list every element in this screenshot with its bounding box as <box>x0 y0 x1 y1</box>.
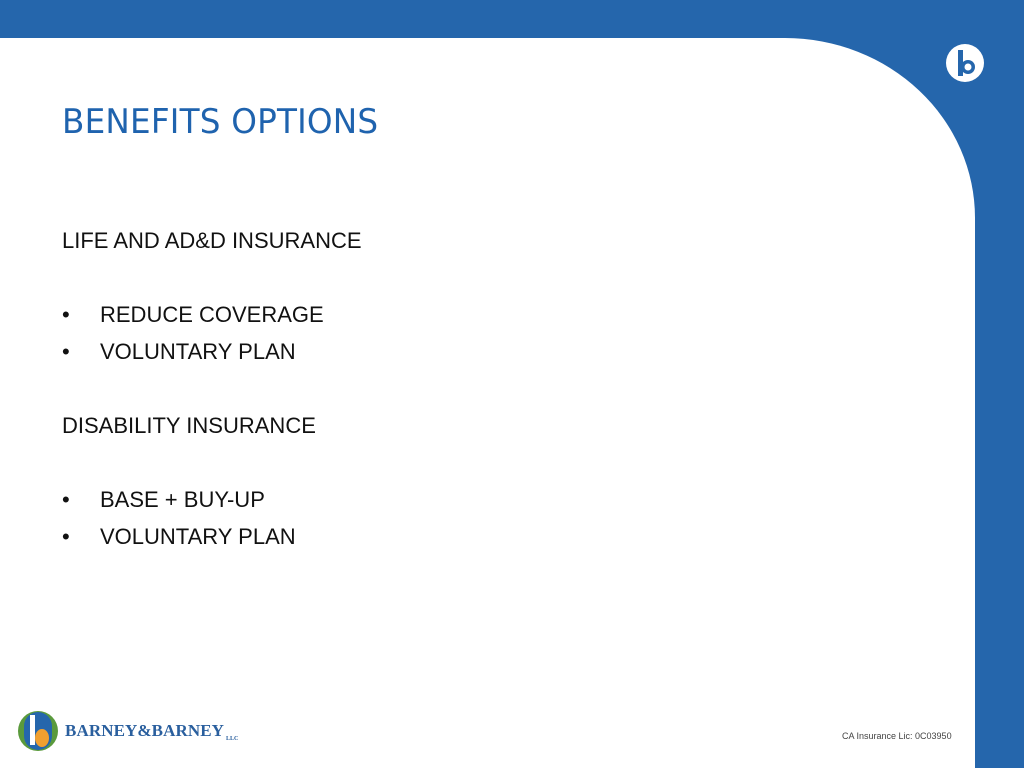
bullet-icon: • <box>62 302 70 327</box>
bullet-text: REDUCE COVERAGE <box>100 302 324 327</box>
license-number: CA Insurance Lic: 0C03950 <box>842 731 952 741</box>
bullet-list-disability <box>62 481 362 555</box>
bullet-icon: • <box>62 487 70 512</box>
slide-content <box>62 222 362 555</box>
bullet-icon: • <box>62 524 70 549</box>
bullet-icon: • <box>62 339 70 364</box>
list-item <box>62 296 362 333</box>
section-heading-disability: DISABILITY INSURANCE <box>62 413 316 438</box>
brand-b-logo-icon <box>944 42 986 84</box>
list-item <box>62 518 362 555</box>
bullet-text: BASE + BUY-UP <box>100 487 265 512</box>
bullet-text: VOLUNTARY PLAN <box>100 339 296 364</box>
spacer <box>62 370 362 407</box>
slide-title: BENEFITS OPTIONS <box>62 102 379 142</box>
brand-name: BARNEY&BARNEY <box>65 721 225 740</box>
bullet-list-life <box>62 296 362 370</box>
list-item <box>62 481 362 518</box>
spacer <box>62 259 362 296</box>
bullet-text: VOLUNTARY PLAN <box>100 524 296 549</box>
brand-suffix: LLC <box>226 736 239 742</box>
footer-brand-logo <box>17 710 238 752</box>
section-heading-life: LIFE AND AD&D INSURANCE <box>62 228 362 253</box>
spacer <box>62 444 362 481</box>
list-item <box>62 333 362 370</box>
barney-logo-icon <box>17 710 59 752</box>
